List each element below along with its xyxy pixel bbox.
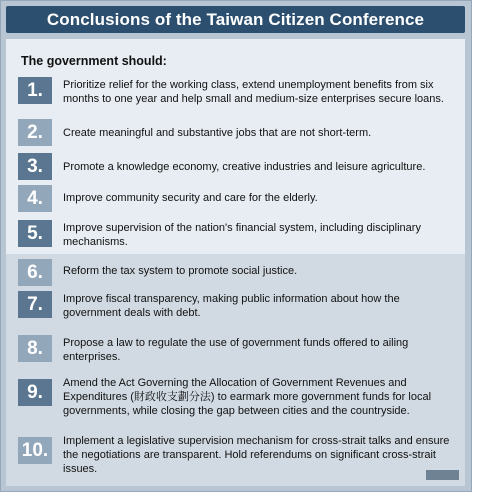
- item-number: 10.: [18, 437, 52, 464]
- title-bar: [6, 6, 465, 33]
- item-number: 2.: [18, 119, 52, 146]
- item-number: 9.: [18, 379, 52, 406]
- item-text: Promote a knowledge economy, creative industries and leisure agriculture.: [63, 161, 426, 173]
- item-number: 6.: [18, 259, 52, 286]
- content-panel: [6, 39, 465, 486]
- item-number: 8.: [18, 335, 52, 362]
- item-text: Reform the tax system to promote social justice.: [63, 265, 298, 277]
- item-text: Prioritize relief for the working class, extend unemployment benefits from six months to one year and help small and medium-size enterprises secure loans.: [63, 79, 444, 105]
- item-text: Implement a legislative supervision mechanism for cross-strait talks and ensure the negotiations are transparent. Hold referendums on significant cross-strait issues.: [63, 435, 450, 475]
- item-number: 3.: [18, 153, 52, 180]
- item-text: Create meaningful and substantive jobs that are not short-term.: [63, 127, 372, 139]
- page-title: Conclusions of the Taiwan Citizen Conference: [46, 10, 425, 29]
- item-number: 7.: [18, 291, 52, 318]
- decorative-bar: [426, 470, 459, 480]
- item-number: 1.: [18, 77, 52, 104]
- item-text: Improve fiscal transparency, making public information about how the government deals with debt.: [63, 293, 400, 319]
- item-number: 4.: [18, 185, 52, 212]
- intro-text: The government should:: [21, 54, 167, 68]
- item-text: Improve supervision of the nation's financial system, including disciplinary mechanisms.: [63, 222, 421, 248]
- item-text: Improve community security and care for the elderly.: [63, 192, 318, 204]
- item-number: 5.: [18, 220, 52, 247]
- item-text: Amend the Act Governing the Allocation of Government Revenues and Expenditures (財政收支劃分法) to earmark more government funds for local governments, while closing the gap between cities and the countryside.: [63, 377, 432, 417]
- item-text: Propose a law to regulate the use of government funds offered to ailing enterprises.: [63, 337, 409, 363]
